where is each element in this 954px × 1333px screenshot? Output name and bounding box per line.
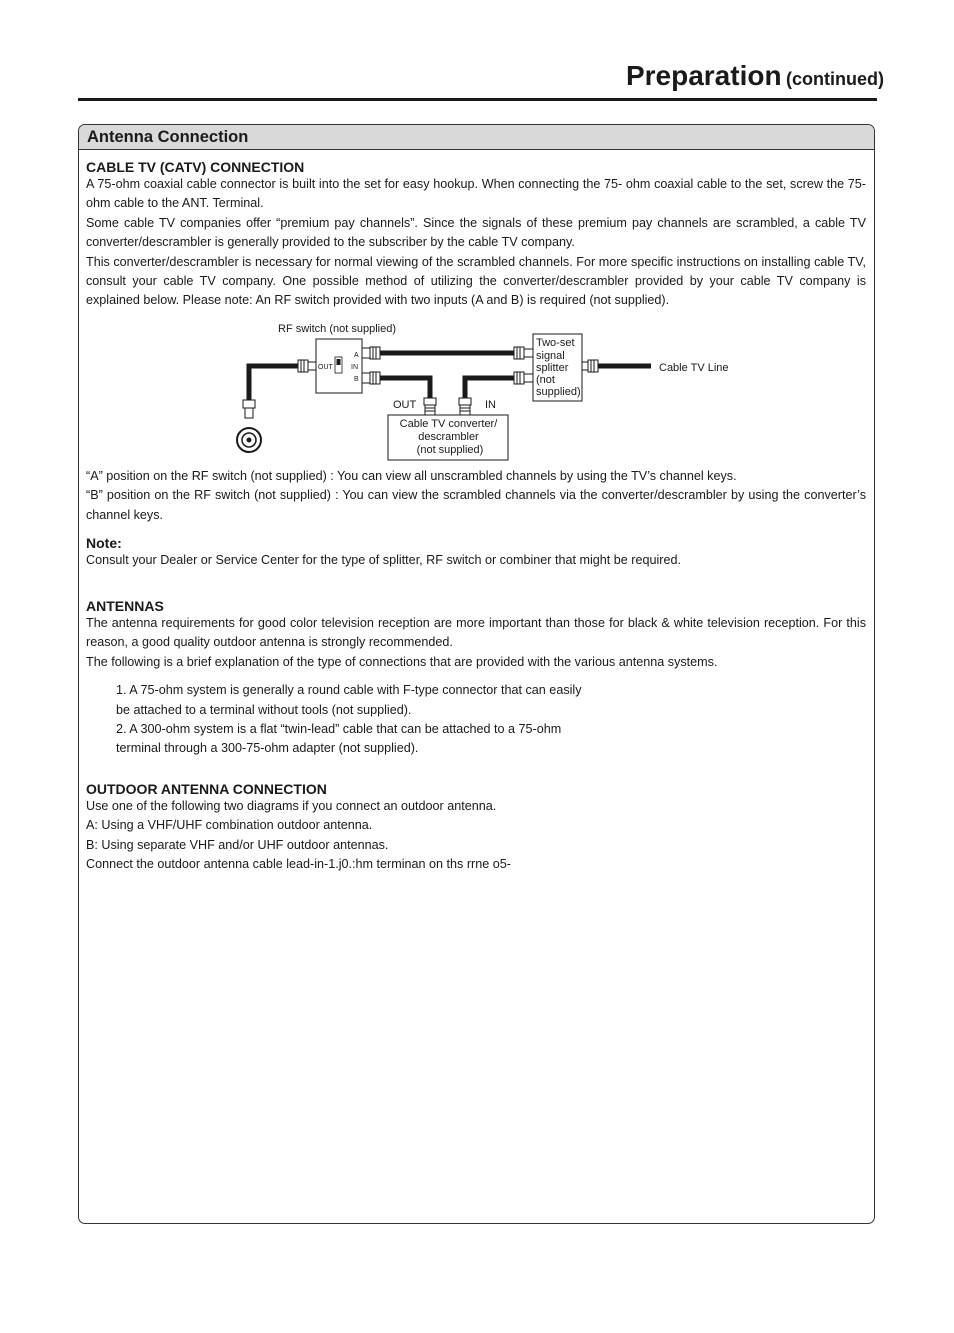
section-title: Antenna Connection xyxy=(79,125,874,150)
outdoor-line: B: Using separate VHF and/or UHF outdoor antennas. xyxy=(86,837,389,852)
note-text: Consult your Dealer or Service Center for the type of splitter, RF switch or combiner that might be required. xyxy=(86,553,681,567)
connector-icon xyxy=(362,372,380,384)
connector-icon xyxy=(514,347,533,359)
outdoor-line: Use one of the following two diagrams if you connect an outdoor antenna. xyxy=(86,799,497,813)
antennas-list xyxy=(86,681,586,759)
positions-section xyxy=(86,467,866,525)
outdoor-section xyxy=(86,781,866,875)
list-item: 2. A 300-ohm system is a flat “twin-lead” cable that can be attached to a 75-ohm terminal through a 300-75-ohm adapter (not supplied). xyxy=(116,722,562,756)
rf-b-label: B xyxy=(354,376,359,383)
outdoor-heading: OUTDOOR ANTENNA CONNECTION xyxy=(86,781,327,797)
antennas-heading: ANTENNAS xyxy=(86,598,164,614)
converter-in-label: IN xyxy=(485,399,496,411)
connector-icon xyxy=(582,360,598,372)
note-heading: Note: xyxy=(86,535,122,551)
converter-label-line: descrambler xyxy=(418,431,479,443)
antenna-terminal-icon xyxy=(237,400,261,452)
rf-out-label: OUT xyxy=(318,364,333,371)
rf-a-label: A xyxy=(354,352,359,359)
page-title-sub: (continued) xyxy=(786,69,884,89)
antennas-paragraph: The following is a brief explanation of the type of connections that are provided with the various antenna systems. xyxy=(86,654,718,669)
splitter-label-line: (not xyxy=(536,374,555,386)
connector-icon xyxy=(298,360,316,372)
connector-icon xyxy=(514,372,533,384)
catv-diagram xyxy=(0,0,954,470)
converter-label-line: (not supplied) xyxy=(416,444,484,456)
connector-icon xyxy=(459,398,471,415)
outdoor-line: A: Using a VHF/UHF combination outdoor antenna. xyxy=(86,818,373,833)
splitter-label-line: supplied) xyxy=(536,386,581,398)
catv-paragraph: This converter/descrambler is necessary for normal viewing of the scrambled channels. For more specific instructions on installing cable TV, consult your cable TV company. One possible method of utilizing the converter/descrambler provided by your cable TV company is explained below. Please note: An RF switch provided with two inputs (A and B) is required (not supplied). xyxy=(86,254,866,308)
connector-icon xyxy=(362,347,380,359)
catv-paragraph: Some cable TV companies offer “premium pay channels”. Since the signals of these premium pay channels are scrambled, a cable TV converter/descrambler is generally provided to the subscriber by the cable TV company. xyxy=(86,215,866,250)
splitter-label-line: Two-set xyxy=(536,337,575,349)
rf-in-label: IN xyxy=(351,364,358,371)
position-b-text: “B” position on the RF switch (not supplied) : You can view the scrambled channels via the converter/descrambler by using the converter’s channel keys. xyxy=(86,488,866,522)
cable-line-label: Cable TV Line xyxy=(659,362,729,374)
note-section xyxy=(86,535,866,570)
converter-out-label: OUT xyxy=(393,399,417,411)
catv-paragraph: A 75-ohm coaxial cable connector is built into the set for easy hookup. When connecting the 75- ohm coaxial cable to the set, screw the 75-ohm cable to the ANT. Terminal. xyxy=(86,177,866,211)
catv-heading: CABLE TV (CATV) CONNECTION xyxy=(86,159,305,175)
splitter-label-line: splitter xyxy=(536,362,569,374)
list-item: 1. A 75-ohm system is generally a round cable with F-type connector that can easily be attached to a terminal without tools (not supplied). xyxy=(116,683,582,717)
converter-label-line: Cable TV converter/ xyxy=(399,418,498,430)
antennas-section xyxy=(86,598,866,759)
outdoor-line: Connect the outdoor antenna cable lead-in-1.j0.:hm terminan on ths rrne o5- xyxy=(86,857,511,872)
rf-switch-label: RF switch (not supplied) xyxy=(278,323,396,335)
antennas-paragraph: The antenna requirements for good color television reception are more important than those for black & white television reception. For this reason, a good quality outdoor antenna is strongly recommended. xyxy=(86,616,866,650)
position-a-text: “A” position on the RF switch (not supplied) : You can view all unscrambled channels by using the TV’s channel keys. xyxy=(86,469,737,483)
page-title-main: Preparation xyxy=(625,60,782,91)
connector-icon xyxy=(424,398,436,415)
splitter-label-line: signal xyxy=(536,350,565,362)
